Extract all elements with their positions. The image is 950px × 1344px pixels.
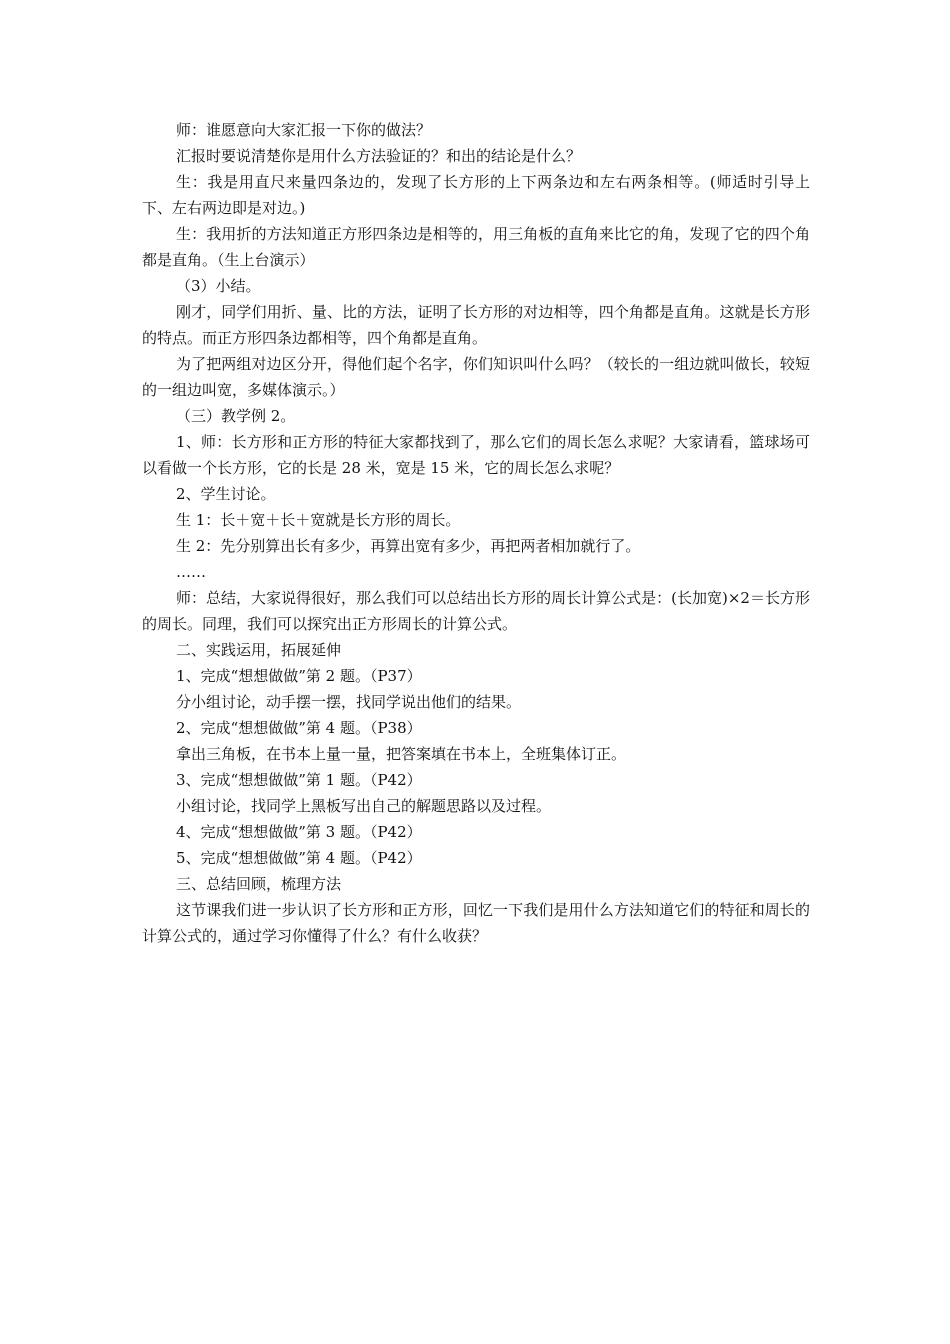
- paragraph: （3）小结。: [176, 277, 261, 295]
- paragraph: 师：总结，大家说得很好，那么我们可以总结出长方形的周长计算公式是：(长加宽)×2＝长方形的周长。同理，我们可以探究出正方形周长的计算公式。: [142, 589, 810, 633]
- section-heading: 二、实践运用，拓展延伸: [176, 641, 342, 659]
- paragraph: 1、完成“想想做做”第 2 题。（P37）: [176, 667, 422, 685]
- paragraph: 生：我是用直尺来量四条边的，发现了长方形的上下两条边和左右两条相等。(师适时引导上下、左右两边即是对边。): [142, 173, 810, 217]
- paragraph: 师：谁愿意向大家汇报一下你的做法？: [176, 121, 432, 139]
- paragraph: 为了把两组对边区分开，得他们起个名字，你们知识叫什么吗？（较长的一组边就叫做长，较短的一组边叫宽，多媒体演示。）: [142, 355, 810, 399]
- paragraph: ……: [176, 563, 206, 581]
- paragraph: 3、完成“想想做做”第 1 题。（P42）: [176, 771, 422, 789]
- paragraph: 5、完成“想想做做”第 4 题。（P42）: [176, 849, 422, 867]
- paragraph: 2、完成“想想做做”第 4 题。（P38）: [176, 719, 422, 737]
- paragraph: 4、完成“想想做做”第 3 题。（P42）: [176, 823, 422, 841]
- paragraph: 生 1：长＋宽＋长＋宽就是长方形的周长。: [176, 511, 461, 529]
- paragraph: 分小组讨论，动手摆一摆，找同学说出他们的结果。: [176, 693, 522, 711]
- paragraph: 生：我用折的方法知道正方形四条边是相等的，用三角板的直角来比它的角，发现了它的四个角都是直角。（生上台演示）: [142, 225, 810, 269]
- paragraph: 这节课我们进一步认识了长方形和正方形，回忆一下我们是用什么方法知道它们的特征和周长的计算公式的，通过学习你懂得了什么？有什么收获？: [142, 901, 810, 945]
- section-heading: 三、总结回顾，梳理方法: [176, 875, 342, 893]
- paragraph: 刚才，同学们用折、量、比的方法，证明了长方形的对边相等，四个角都是直角。这就是长方形的特点。而正方形四条边都相等，四个角都是直角。: [142, 303, 810, 347]
- paragraph: 小组讨论，找同学上黑板写出自己的解题思路以及过程。: [176, 797, 552, 815]
- paragraph: 2、学生讨论。: [176, 485, 276, 503]
- paragraph: 1、师：长方形和正方形的特征大家都找到了，那么它们的周长怎么求呢？大家请看，篮球场可以看做一个长方形，它的长是 28 米，宽是 15 米，它的周长怎么求呢？: [142, 433, 810, 477]
- document-body: [142, 117, 810, 949]
- paragraph: 拿出三角板，在书本上量一量，把答案填在书本上，全班集体订正。: [176, 745, 627, 763]
- paragraph: 汇报时要说清楚你是用什么方法验证的？和出的结论是什么？: [176, 147, 582, 165]
- paragraph: 生 2：先分别算出长有多少，再算出宽有多少，再把两者相加就行了。: [176, 537, 641, 555]
- paragraph: （三）教学例 2。: [176, 407, 296, 425]
